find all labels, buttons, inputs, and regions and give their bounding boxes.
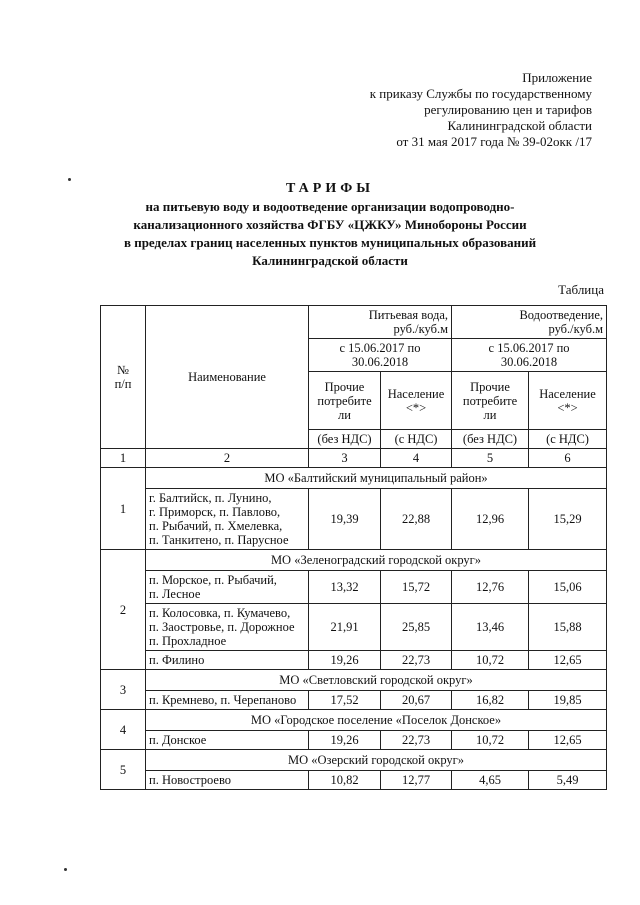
tariff-value: 15,72	[381, 571, 452, 604]
column-number: 4	[381, 449, 452, 468]
group-number: 2	[101, 550, 146, 670]
settlement-name: п. Морское, п. Рыбачий, п. Лесное	[146, 571, 309, 604]
tariff-value: 12,65	[529, 651, 607, 670]
table-row	[101, 771, 607, 790]
appendix-line: от 31 мая 2017 года № 39-02окк /17	[396, 134, 592, 149]
tariff-value: 22,88	[381, 489, 452, 550]
tariff-value: 13,32	[309, 571, 381, 604]
header-population-sewer: Население <*>	[529, 372, 607, 430]
settlement-name: п. Донское	[146, 731, 309, 750]
settlement-name: п. Кремнево, п. Черепаново	[146, 691, 309, 710]
appendix-line: регулированию цен и тарифов	[424, 102, 592, 117]
header-vat: (без НДС)	[309, 430, 381, 449]
header-water-period: с 15.06.2017 по 30.06.2018	[309, 339, 452, 372]
header-row	[101, 306, 607, 339]
tariff-value: 4,65	[452, 771, 529, 790]
table-row	[101, 571, 607, 604]
header-name: Наименование	[146, 306, 309, 449]
table-label: Таблица	[558, 282, 604, 297]
header-sewer: Водоотведение, руб./куб.м	[452, 306, 607, 339]
tariff-value: 15,29	[529, 489, 607, 550]
tariff-value: 20,67	[381, 691, 452, 710]
group-title-row	[101, 750, 607, 771]
appendix-block	[300, 70, 592, 150]
table-row	[101, 691, 607, 710]
table-row	[101, 731, 607, 750]
tariff-value: 12,65	[529, 731, 607, 750]
header-sewer-period: с 15.06.2017 по 30.06.2018	[452, 339, 607, 372]
settlement-name: г. Балтийск, п. Лунино, г. Приморск, п. Павлово, п. Рыбачий, п. Хмелевка, п. Танкитено, п. Парусное	[146, 489, 309, 550]
tariff-value: 13,46	[452, 604, 529, 651]
group-title-row	[101, 468, 607, 489]
title-main: ТАРИФЫ	[286, 181, 374, 196]
header-water: Питьевая вода, руб./куб.м	[309, 306, 452, 339]
tariff-value: 12,96	[452, 489, 529, 550]
tariff-value: 15,88	[529, 604, 607, 651]
title-line: канализационного хозяйства ФГБУ «ЦЖКУ» Минобороны России	[133, 217, 527, 232]
tariff-value: 25,85	[381, 604, 452, 651]
column-number: 5	[452, 449, 529, 468]
table-row	[101, 604, 607, 651]
header-population-water: Население <*>	[381, 372, 452, 430]
tariff-value: 5,49	[529, 771, 607, 790]
tariff-value: 17,52	[309, 691, 381, 710]
appendix-line: Приложение	[522, 70, 592, 85]
group-title: МО «Балтийский муниципальный район»	[146, 468, 607, 489]
header-vat: (с НДС)	[381, 430, 452, 449]
tariff-value: 22,73	[381, 651, 452, 670]
document-title	[60, 180, 600, 270]
group-number: 4	[101, 710, 146, 750]
tariff-value: 12,77	[381, 771, 452, 790]
tariff-value: 21,91	[309, 604, 381, 651]
tariff-value: 12,76	[452, 571, 529, 604]
tariffs-table	[100, 305, 607, 790]
group-title-row	[101, 710, 607, 731]
group-title-row	[101, 550, 607, 571]
column-numbers-row	[101, 449, 607, 468]
tariff-value: 16,82	[452, 691, 529, 710]
column-number: 3	[309, 449, 381, 468]
scan-speck	[68, 178, 71, 181]
tariff-value: 15,06	[529, 571, 607, 604]
title-line: на питьевую воду и водоотведение организации водопроводно-	[145, 199, 515, 214]
header-other-sewer: Прочие потребите ли	[452, 372, 529, 430]
scan-speck	[64, 868, 67, 871]
header-vat: (без НДС)	[452, 430, 529, 449]
group-title: МО «Светловский городской округ»	[146, 670, 607, 691]
group-title: МО «Городское поселение «Поселок Донское»	[146, 710, 607, 731]
tariff-value: 22,73	[381, 731, 452, 750]
tariff-value: 10,82	[309, 771, 381, 790]
settlement-name: п. Филино	[146, 651, 309, 670]
appendix-line: Калининградской области	[447, 118, 592, 133]
tariff-value: 10,72	[452, 651, 529, 670]
column-number: 2	[146, 449, 309, 468]
settlement-name: п. Колосовка, п. Кумачево, п. Заостровье, п. Дорожное п. Прохладное	[146, 604, 309, 651]
table-row	[101, 651, 607, 670]
group-title: МО «Озерский городской округ»	[146, 750, 607, 771]
header-vat: (с НДС)	[529, 430, 607, 449]
column-number: 1	[101, 449, 146, 468]
header-other-water: Прочие потребите ли	[309, 372, 381, 430]
tariff-value: 19,39	[309, 489, 381, 550]
column-number: 6	[529, 449, 607, 468]
settlement-name: п. Новостроево	[146, 771, 309, 790]
tariff-value: 10,72	[452, 731, 529, 750]
tariff-value: 19,26	[309, 651, 381, 670]
tariff-value: 19,85	[529, 691, 607, 710]
group-number: 3	[101, 670, 146, 710]
tariff-value: 19,26	[309, 731, 381, 750]
title-line: в пределах границ населенных пунктов муниципальных образований	[123, 235, 537, 250]
group-title-row	[101, 670, 607, 691]
header-num: № п/п	[101, 306, 146, 449]
group-number: 1	[101, 468, 146, 550]
group-title: МО «Зеленоградский городской округ»	[146, 550, 607, 571]
group-number: 5	[101, 750, 146, 790]
appendix-line: к приказу Службы по государственному	[369, 86, 592, 101]
table-row	[101, 489, 607, 550]
title-line: Калининградской области	[252, 253, 408, 268]
